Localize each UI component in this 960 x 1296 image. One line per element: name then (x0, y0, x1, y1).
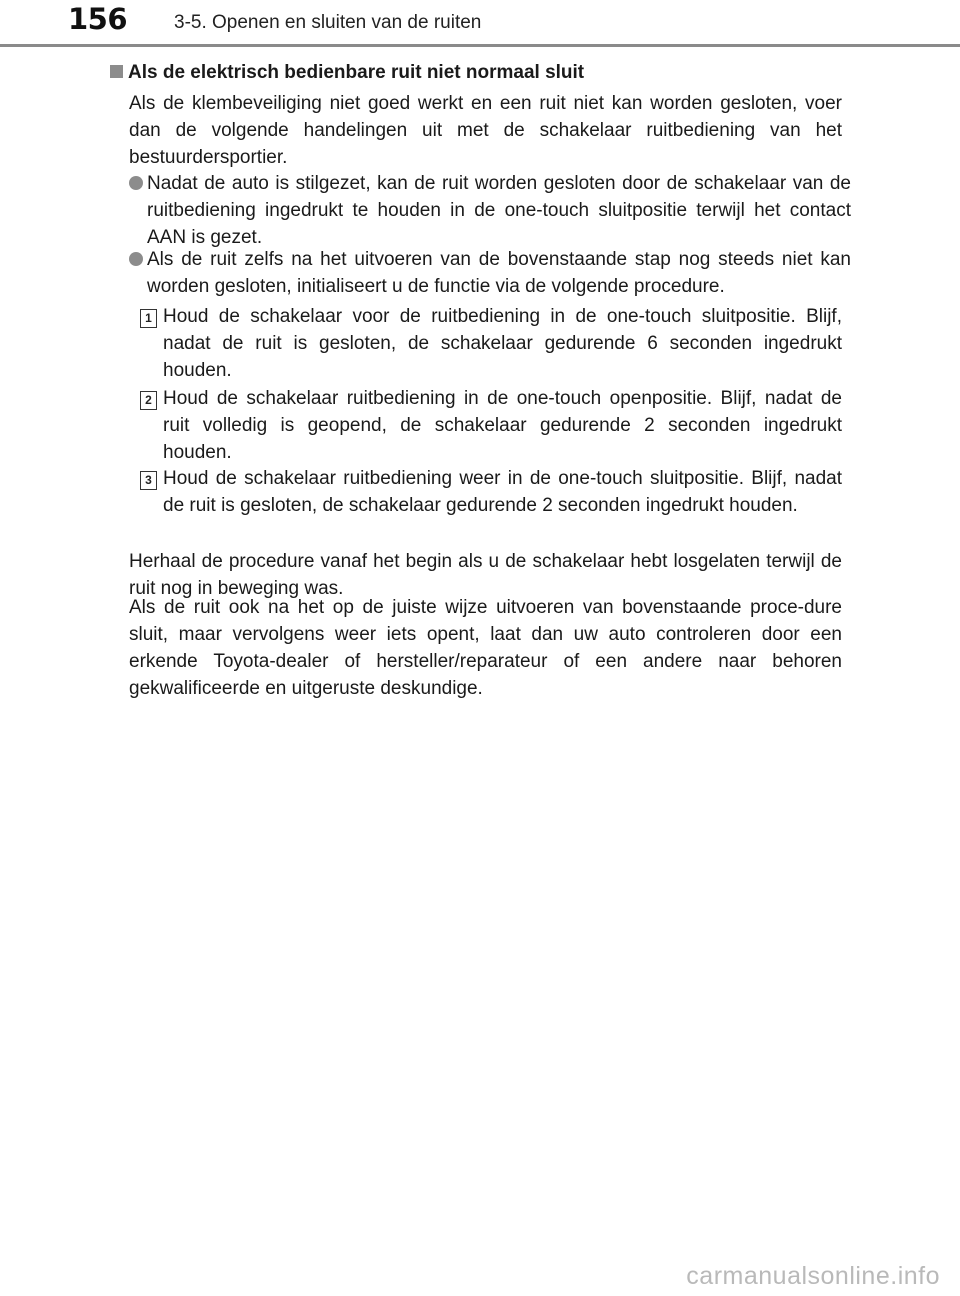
procedure-step (140, 465, 842, 519)
bullet-text: Als de ruit zelfs na het uitvoeren van de bovenstaande stap nog steeds niet kan worden gesloten, initialiseert u de functie via de volgende procedure. (147, 249, 851, 297)
circle-bullet-icon (129, 252, 143, 266)
site-watermark: carmanualsonline.info (686, 1262, 940, 1290)
circle-bullet-icon (129, 176, 143, 190)
bullet-text: Nadat de auto is stilgezet, kan de ruit worden gesloten door de schakelaar van de ruitbediening ingedrukt te houden in de one-touch sluitpositie terwijl het contact AAN is gezet. (147, 173, 851, 248)
bullet-item (129, 170, 851, 251)
procedure-step (140, 385, 842, 466)
section-title-text: Als de elektrisch bedienbare ruit niet normaal sluit (128, 62, 585, 83)
step-text: Houd de schakelaar ruitbediening weer in de one-touch sluitpositie. Blijf, nadat de ruit is gesloten, de schakelaar gedurende 2 seconden ingedrukt houden. (163, 468, 842, 516)
closing-paragraph-2: Als de ruit ook na het op de juiste wijze uitvoeren van bovenstaande proce-dure sluit, maar vervolgens weer iets opent, laat dan uw auto controleren door een erkende Toyota-dealer of hersteller/reparateur of een andere naar behoren gekwalificeerde en uitgeruste deskundige. (129, 597, 842, 699)
step-number-badge: 1 (140, 309, 157, 328)
header-divider (0, 44, 960, 47)
procedure-step (140, 303, 842, 384)
step-text: Houd de schakelaar ruitbediening in de one-touch openpositie. Blijf, nadat de ruit volledig is geopend, de schakelaar gedurende 2 seconden ingedrukt houden. (163, 388, 842, 463)
section-heading (110, 60, 850, 86)
chapter-title: 3-5. Openen en sluiten van de ruiten (174, 12, 482, 33)
page-header (0, 0, 960, 48)
page-number: 156 (68, 2, 128, 36)
bullet-item (129, 246, 851, 300)
step-text: Houd de schakelaar voor de ruitbediening in de one-touch sluitpositie. Blijf, nadat de ruit is gesloten, de schakelaar gedurende 6 seconden ingedrukt houden. (163, 306, 842, 381)
square-bullet-icon (110, 65, 123, 78)
intro-paragraph: Als de klembeveiliging niet goed werkt en een ruit niet kan worden gesloten, voer dan de volgende handelingen uit met de schakelaar ruitbediening van het bestuurdersportier. (129, 93, 842, 168)
closing-paragraph-1: Herhaal de procedure vanaf het begin als u de schakelaar hebt losgelaten terwijl de ruit nog in beweging was. (129, 551, 842, 599)
step-number-badge: 3 (140, 471, 157, 490)
step-number-badge: 2 (140, 391, 157, 410)
